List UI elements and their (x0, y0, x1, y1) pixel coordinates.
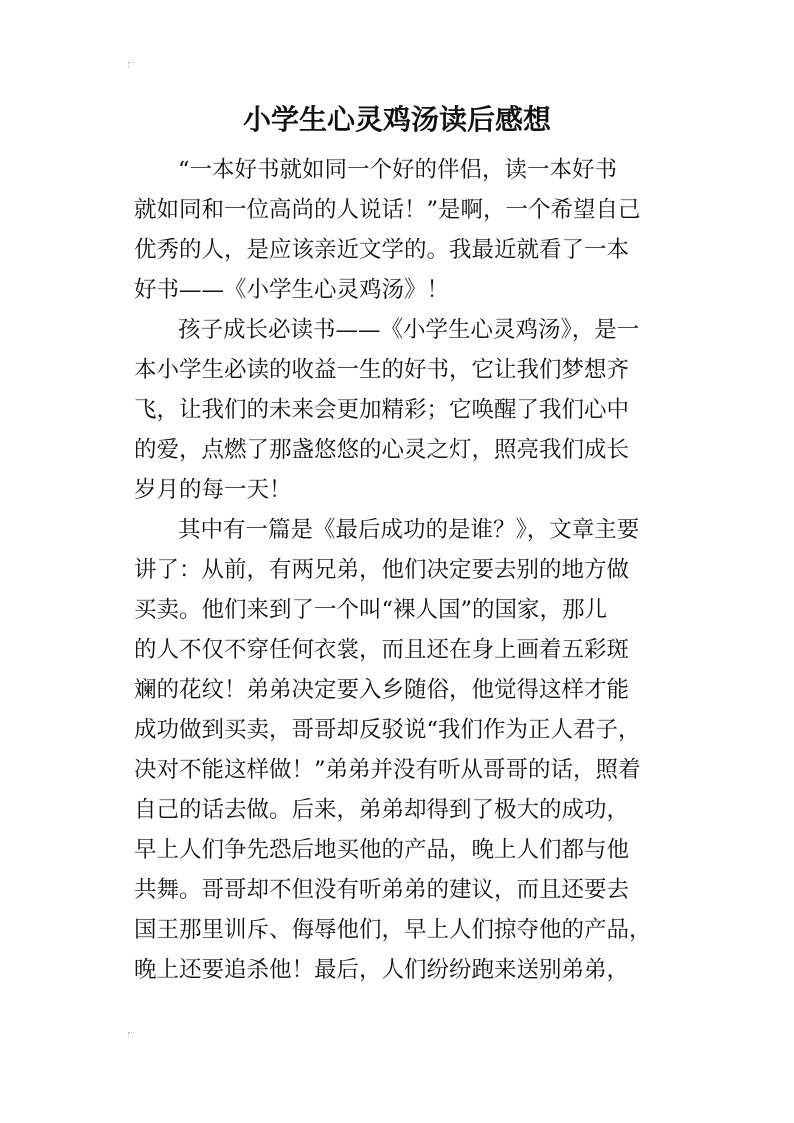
paragraph-line: 国王那里训斥、侮辱他们，早上人们掠夺他的产品， (134, 917, 652, 943)
paragraph-line: 优秀的人，是应该亲近文学的。我最近就看了一本 (134, 237, 630, 263)
paragraph-line: 岁月的每一天！ (134, 477, 292, 503)
paragraph-line: 早上人们争先恐后地买他的产品，晚上人们都与他 (134, 837, 630, 863)
paragraph-line: 飞，让我们的未来会更加精彩；它唤醒了我们心中 (134, 397, 630, 423)
paragraph-line: 晚上还要追杀他！最后，人们纷纷跑来送别弟弟， (134, 957, 630, 983)
paragraph-line: 孩子成长必读书——《小学生心灵鸡汤》，是一 (178, 317, 640, 343)
paragraph-line: “一本好书就如同一个好的伴侣，读一本好书 (178, 157, 618, 183)
corner-mark-top (128, 62, 134, 68)
paragraph-line: 决对不能这样做！”弟弟并没有听从哥哥的话，照着 (134, 757, 641, 783)
paragraph-line: 共舞。哥哥却不但没有听弟弟的建议，而且还要去 (134, 877, 630, 903)
document-body (134, 150, 662, 990)
paragraph-line: 自己的话去做。后来，弟弟却得到了极大的成功， (134, 797, 630, 823)
paragraph-line: 斓的花纹！弟弟决定要入乡随俗，他觉得这样才能 (134, 677, 630, 703)
paragraph-line: 好书——《小学生心灵鸡汤》！ (134, 277, 450, 303)
paragraph-line: 本小学生必读的收益一生的好书，它让我们梦想齐 (134, 357, 630, 383)
paragraph-line: 买卖。他们来到了一个叫“裸人国”的国家，那儿 (134, 597, 608, 623)
paragraph-line: 其中有一篇是《最后成功的是谁？》，文章主要 (178, 517, 640, 543)
corner-mark-bottom (128, 1032, 134, 1038)
paragraph-line: 成功做到买卖，哥哥却反驳说“我们作为正人君子， (134, 717, 641, 743)
paragraph-line: 的人不仅不穿任何衣裳，而且还在身上画着五彩斑 (134, 637, 630, 663)
paragraph-line: 讲了：从前，有两兄弟，他们决定要去别的地方做 (134, 557, 630, 583)
paragraph-line: 就如同和一位高尚的人说话！”是啊，一个希望自己 (134, 197, 641, 223)
document-title: 小学生心灵鸡汤读后感想 (242, 103, 551, 136)
paragraph-line: 的爱，点燃了那盏悠悠的心灵之灯，照亮我们成长 (134, 437, 630, 463)
